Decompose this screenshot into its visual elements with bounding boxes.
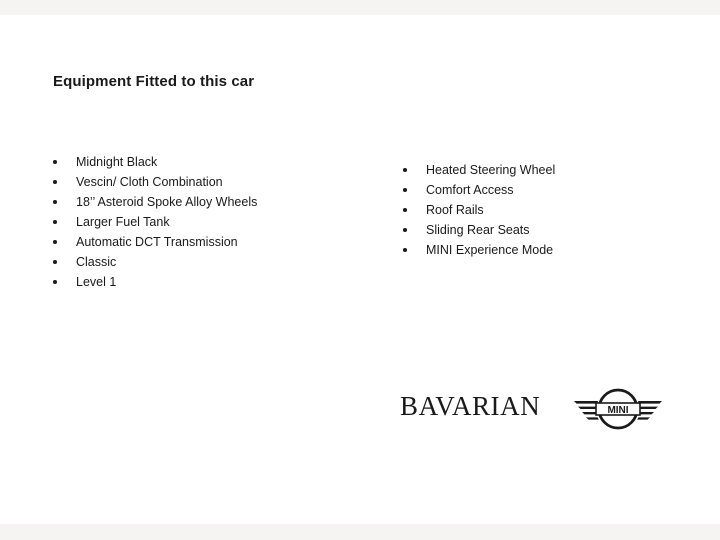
equipment-item — [53, 252, 257, 272]
equipment-item — [53, 272, 257, 292]
bullet-icon — [403, 228, 407, 232]
equipment-item — [53, 192, 257, 212]
mini-logo-text: MINI — [607, 404, 629, 416]
equipment-item — [53, 172, 257, 192]
mini-winged-logo-icon — [572, 387, 664, 431]
equipment-item — [53, 232, 257, 252]
equipment-item-label: Automatic DCT Transmission — [76, 235, 238, 249]
equipment-item-label: Roof Rails — [426, 203, 484, 217]
equipment-item-label: Classic — [76, 255, 117, 269]
equipment-item-label: Larger Fuel Tank — [76, 215, 170, 229]
bullet-icon — [403, 248, 407, 252]
bullet-icon — [403, 208, 407, 212]
bullet-icon — [53, 200, 57, 204]
bullet-icon — [403, 168, 407, 172]
equipment-list-left — [53, 152, 257, 292]
equipment-item-label: Level 1 — [76, 275, 117, 289]
dealer-branding — [400, 387, 665, 431]
equipment-list-right — [403, 160, 555, 260]
bullet-icon — [403, 188, 407, 192]
equipment-item-label: Midnight Black — [76, 155, 158, 169]
equipment-item-label: Sliding Rear Seats — [426, 223, 530, 237]
equipment-slide — [0, 15, 720, 524]
equipment-item — [403, 160, 555, 180]
equipment-item — [403, 180, 555, 200]
equipment-item — [403, 220, 555, 240]
bullet-icon — [53, 220, 57, 224]
equipment-item — [53, 212, 257, 232]
equipment-item-label: Vescin/ Cloth Combination — [76, 175, 223, 189]
bullet-icon — [53, 260, 57, 264]
equipment-item-label: Comfort Access — [426, 183, 514, 197]
equipment-item-label: MINI Experience Mode — [426, 243, 554, 257]
bullet-icon — [53, 280, 57, 284]
equipment-item — [403, 240, 555, 260]
dealer-name: BAVARIAN — [400, 391, 541, 421]
bullet-icon — [53, 240, 57, 244]
bullet-icon — [53, 160, 57, 164]
equipment-item-label: 18’’ Asteroid Spoke Alloy Wheels — [76, 195, 258, 209]
equipment-item — [403, 200, 555, 220]
equipment-item-label: Heated Steering Wheel — [426, 163, 556, 177]
page-title: Equipment Fitted to this car — [53, 73, 255, 90]
bullet-icon — [53, 180, 57, 184]
equipment-item — [53, 152, 257, 172]
